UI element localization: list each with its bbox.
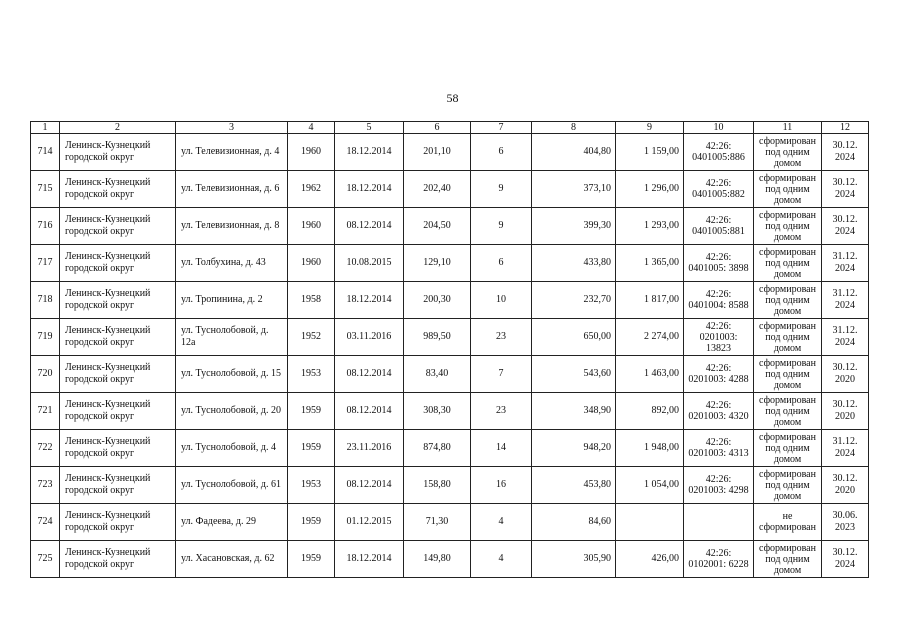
residents-cell: 23 xyxy=(471,393,532,430)
table-row xyxy=(31,319,869,356)
residents-cell: 4 xyxy=(471,504,532,541)
year-cell: 1952 xyxy=(288,319,335,356)
value-col8-cell: 305,90 xyxy=(532,541,616,578)
address-cell: ул. Туснолобовой, д. 20 xyxy=(176,393,288,430)
land-status-cell: сформирован под одним домом xyxy=(754,393,822,430)
date-cell: 08.12.2014 xyxy=(335,393,404,430)
row-number-cell: 718 xyxy=(31,282,60,319)
year-cell: 1958 xyxy=(288,282,335,319)
row-number-cell: 717 xyxy=(31,245,60,282)
year-cell: 1959 xyxy=(288,541,335,578)
column-header: 9 xyxy=(616,122,684,134)
date-cell: 03.11.2016 xyxy=(335,319,404,356)
date-cell: 08.12.2014 xyxy=(335,356,404,393)
deadline-cell: 30.12. 2024 xyxy=(822,208,869,245)
year-cell: 1960 xyxy=(288,245,335,282)
column-header: 4 xyxy=(288,122,335,134)
year-cell: 1959 xyxy=(288,504,335,541)
table-row xyxy=(31,356,869,393)
value-col9-cell: 1 948,00 xyxy=(616,430,684,467)
cadastral-number-cell: 42:26: 0401005:881 xyxy=(684,208,754,245)
row-number-cell: 724 xyxy=(31,504,60,541)
land-status-cell: сформирован под одним домом xyxy=(754,541,822,578)
row-number-cell: 719 xyxy=(31,319,60,356)
date-cell: 08.12.2014 xyxy=(335,467,404,504)
area-cell: 204,50 xyxy=(404,208,471,245)
address-cell: ул. Телевизионная, д. 6 xyxy=(176,171,288,208)
deadline-cell: 31.12. 2024 xyxy=(822,430,869,467)
table-row xyxy=(31,245,869,282)
land-status-cell: не сформирован xyxy=(754,504,822,541)
address-cell: ул. Туснолобовой, д. 61 xyxy=(176,467,288,504)
address-cell: ул. Туснолобовой, д. 15 xyxy=(176,356,288,393)
deadline-cell: 31.12. 2024 xyxy=(822,245,869,282)
year-cell: 1959 xyxy=(288,393,335,430)
land-status-cell: сформирован под одним домом xyxy=(754,171,822,208)
table-row xyxy=(31,134,869,171)
municipality-cell: Ленинск-Кузнецкий городской округ xyxy=(60,430,176,467)
address-cell: ул. Фадеева, д. 29 xyxy=(176,504,288,541)
cadastral-number-cell: 42:26: 0401005: 3898 xyxy=(684,245,754,282)
cadastral-number-cell: 42:26: 0401005:886 xyxy=(684,134,754,171)
municipality-cell: Ленинск-Кузнецкий городской округ xyxy=(60,356,176,393)
table-row xyxy=(31,430,869,467)
municipality-cell: Ленинск-Кузнецкий городской округ xyxy=(60,245,176,282)
column-header: 5 xyxy=(335,122,404,134)
cadastral-number-cell: 42:26: 0201003: 4298 xyxy=(684,467,754,504)
value-col9-cell: 1 293,00 xyxy=(616,208,684,245)
year-cell: 1953 xyxy=(288,467,335,504)
value-col8-cell: 84,60 xyxy=(532,504,616,541)
page-number: 58 xyxy=(446,91,459,105)
date-cell: 23.11.2016 xyxy=(335,430,404,467)
municipality-cell: Ленинск-Кузнецкий городской округ xyxy=(60,208,176,245)
row-number-cell: 716 xyxy=(31,208,60,245)
deadline-cell: 30.12. 2024 xyxy=(822,134,869,171)
value-col8-cell: 453,80 xyxy=(532,467,616,504)
value-col9-cell: 892,00 xyxy=(616,393,684,430)
column-header: 6 xyxy=(404,122,471,134)
value-col9-cell: 2 274,00 xyxy=(616,319,684,356)
table-body xyxy=(31,134,869,578)
column-header: 7 xyxy=(471,122,532,134)
area-cell: 200,30 xyxy=(404,282,471,319)
value-col8-cell: 373,10 xyxy=(532,171,616,208)
value-col8-cell: 399,30 xyxy=(532,208,616,245)
cadastral-number-cell: 42:26: 0201003: 4320 xyxy=(684,393,754,430)
row-number-cell: 715 xyxy=(31,171,60,208)
municipality-cell: Ленинск-Кузнецкий городской округ xyxy=(60,467,176,504)
date-cell: 01.12.2015 xyxy=(335,504,404,541)
column-header: 3 xyxy=(176,122,288,134)
municipality-cell: Ленинск-Кузнецкий городской округ xyxy=(60,541,176,578)
table-row xyxy=(31,282,869,319)
area-cell: 149,80 xyxy=(404,541,471,578)
land-status-cell: сформирован под одним домом xyxy=(754,430,822,467)
column-header: 11 xyxy=(754,122,822,134)
value-col9-cell: 1 159,00 xyxy=(616,134,684,171)
value-col8-cell: 543,60 xyxy=(532,356,616,393)
cadastral-number-cell: 42:26: 0201003: 4288 xyxy=(684,356,754,393)
area-cell: 989,50 xyxy=(404,319,471,356)
land-status-cell: сформирован под одним домом xyxy=(754,467,822,504)
address-cell: ул. Туснолобовой, д. 12а xyxy=(176,319,288,356)
column-header: 2 xyxy=(60,122,176,134)
value-col9-cell: 1 296,00 xyxy=(616,171,684,208)
table-row xyxy=(31,541,869,578)
residents-cell: 10 xyxy=(471,282,532,319)
address-cell: ул. Телевизионная, д. 4 xyxy=(176,134,288,171)
area-cell: 83,40 xyxy=(404,356,471,393)
year-cell: 1960 xyxy=(288,208,335,245)
value-col8-cell: 650,00 xyxy=(532,319,616,356)
municipality-cell: Ленинск-Кузнецкий городской округ xyxy=(60,319,176,356)
deadline-cell: 30.12. 2024 xyxy=(822,171,869,208)
land-status-cell: сформирован под одним домом xyxy=(754,282,822,319)
row-number-cell: 721 xyxy=(31,393,60,430)
date-cell: 18.12.2014 xyxy=(335,282,404,319)
address-cell: ул. Толбухина, д. 43 xyxy=(176,245,288,282)
value-col8-cell: 348,90 xyxy=(532,393,616,430)
residents-cell: 4 xyxy=(471,541,532,578)
cadastral-number-cell: 42:26: 0401005:882 xyxy=(684,171,754,208)
cadastral-number-cell: 42:26: 0201003: 4313 xyxy=(684,430,754,467)
land-status-cell: сформирован под одним домом xyxy=(754,245,822,282)
value-col8-cell: 948,20 xyxy=(532,430,616,467)
date-cell: 18.12.2014 xyxy=(335,171,404,208)
area-cell: 308,30 xyxy=(404,393,471,430)
municipality-cell: Ленинск-Кузнецкий городской округ xyxy=(60,171,176,208)
column-header: 12 xyxy=(822,122,869,134)
area-cell: 202,40 xyxy=(404,171,471,208)
deadline-cell: 31.12. 2024 xyxy=(822,282,869,319)
cadastral-number-cell: 42:26: 0401004: 8588 xyxy=(684,282,754,319)
municipality-cell: Ленинск-Кузнецкий городской округ xyxy=(60,134,176,171)
residents-cell: 16 xyxy=(471,467,532,504)
value-col8-cell: 433,80 xyxy=(532,245,616,282)
residents-cell: 9 xyxy=(471,208,532,245)
cadastral-number-cell xyxy=(684,504,754,541)
land-status-cell: сформирован под одним домом xyxy=(754,356,822,393)
value-col8-cell: 232,70 xyxy=(532,282,616,319)
year-cell: 1960 xyxy=(288,134,335,171)
value-col8-cell: 404,80 xyxy=(532,134,616,171)
land-status-cell: сформирован под одним домом xyxy=(754,134,822,171)
year-cell: 1962 xyxy=(288,171,335,208)
residents-cell: 14 xyxy=(471,430,532,467)
municipality-cell: Ленинск-Кузнецкий городской округ xyxy=(60,393,176,430)
table-row xyxy=(31,208,869,245)
date-cell: 18.12.2014 xyxy=(335,134,404,171)
area-cell: 874,80 xyxy=(404,430,471,467)
value-col9-cell: 1 054,00 xyxy=(616,467,684,504)
area-cell: 129,10 xyxy=(404,245,471,282)
address-cell: ул. Хасановская, д. 62 xyxy=(176,541,288,578)
value-col9-cell: 1 817,00 xyxy=(616,282,684,319)
row-number-cell: 725 xyxy=(31,541,60,578)
table-row xyxy=(31,171,869,208)
value-col9-cell xyxy=(616,504,684,541)
row-number-cell: 720 xyxy=(31,356,60,393)
value-col9-cell: 1 365,00 xyxy=(616,245,684,282)
date-cell: 10.08.2015 xyxy=(335,245,404,282)
address-cell: ул. Туснолобовой, д. 4 xyxy=(176,430,288,467)
column-header: 8 xyxy=(532,122,616,134)
address-cell: ул. Телевизионная, д. 8 xyxy=(176,208,288,245)
residents-cell: 9 xyxy=(471,171,532,208)
column-header: 10 xyxy=(684,122,754,134)
residents-cell: 23 xyxy=(471,319,532,356)
area-cell: 71,30 xyxy=(404,504,471,541)
deadline-cell: 30.12. 2020 xyxy=(822,467,869,504)
cadastral-number-cell: 42:26: 0201003: 13823 xyxy=(684,319,754,356)
value-col9-cell: 426,00 xyxy=(616,541,684,578)
area-cell: 158,80 xyxy=(404,467,471,504)
area-cell: 201,10 xyxy=(404,134,471,171)
row-number-cell: 714 xyxy=(31,134,60,171)
date-cell: 08.12.2014 xyxy=(335,208,404,245)
date-cell: 18.12.2014 xyxy=(335,541,404,578)
value-col9-cell: 1 463,00 xyxy=(616,356,684,393)
residents-cell: 6 xyxy=(471,245,532,282)
land-status-cell: сформирован под одним домом xyxy=(754,319,822,356)
row-number-cell: 722 xyxy=(31,430,60,467)
address-cell: ул. Тропинина, д. 2 xyxy=(176,282,288,319)
column-number-row xyxy=(31,122,869,134)
year-cell: 1959 xyxy=(288,430,335,467)
residents-cell: 6 xyxy=(471,134,532,171)
municipality-cell: Ленинск-Кузнецкий городской округ xyxy=(60,504,176,541)
deadline-cell: 30.12. 2024 xyxy=(822,541,869,578)
residents-cell: 7 xyxy=(471,356,532,393)
column-header: 1 xyxy=(31,122,60,134)
deadline-cell: 30.06. 2023 xyxy=(822,504,869,541)
housing-registry-table xyxy=(30,121,869,578)
row-number-cell: 723 xyxy=(31,467,60,504)
cadastral-number-cell: 42:26: 0102001: 6228 xyxy=(684,541,754,578)
municipality-cell: Ленинск-Кузнецкий городской округ xyxy=(60,282,176,319)
deadline-cell: 30.12. 2020 xyxy=(822,393,869,430)
table-row xyxy=(31,393,869,430)
land-status-cell: сформирован под одним домом xyxy=(754,208,822,245)
deadline-cell: 31.12. 2024 xyxy=(822,319,869,356)
year-cell: 1953 xyxy=(288,356,335,393)
deadline-cell: 30.12. 2020 xyxy=(822,356,869,393)
table-row xyxy=(31,504,869,541)
table-row xyxy=(31,467,869,504)
